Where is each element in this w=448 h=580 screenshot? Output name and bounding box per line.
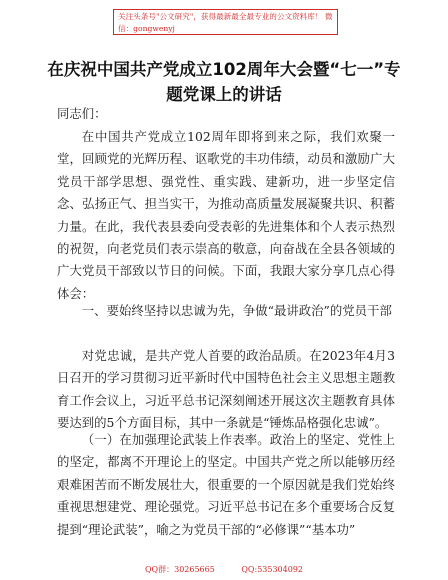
paragraph-intro: 在中国共产党成立102周年即将到来之际，我们欢聚一堂，回顾党的光辉历程、讴歌党的丰功伟绩，动员和激励广大党员干部学思想、强党性、重实践、建新功，进一步坚定信念、弘扬正气、担当实干，为推动高质量发展凝聚共识、积蓄力量。在此，我代表县委向受表彰的先进集体和个人表示热烈的祝贺，向老党员们表示崇高的敬意，向奋战在全县各领域的广大党员干部致以节日的问候。下面，我跟大家分享几点心得体会： xyxy=(57,129,395,301)
section-heading-1: 一、要始终坚持以忠诚为先，争做“最讲政治”的党员干部 xyxy=(81,303,392,318)
footer-qq: QQ:535304092 xyxy=(241,565,303,574)
header-banner: 关注头条号"公文研究"，获得最新最全最专业的公文资料库！ 微信：gongwenyj xyxy=(113,9,338,35)
salutation: 同志们： xyxy=(57,106,107,121)
footer-qq-group: QQ群：30265665 xyxy=(144,565,215,574)
paragraph-theory: （一）在加强理论武装上作表率。政治上的坚定、党性上的坚定，都离不开理论上的坚定。中国共产党之所以能够历经艰难困苦而不断发展壮大，很重要的一个原因就是我们党始终重视思想建党、理论强党。习近平总书记在多个重要场合反复提到“理论武装”，喻之为党员干部的“必修课”“基本功” xyxy=(57,432,395,537)
paragraph-loyalty: 对党忠诚，是共产党人首要的政治品质。在2023年4月3日召开的学习贯彻习近平新时代中国特色社会主义思想主题教育工作会议上，习近平总书记深刻阐述开展这次主题教育具体要达到的5个方面目标，其中一条就是“锤炼品格强化忠诚”。 xyxy=(57,348,395,431)
document-title: 在庆祝中国共产党成立102周年大会暨“七一”专题党课上的讲话 xyxy=(47,60,401,104)
footer-contact xyxy=(0,565,448,575)
